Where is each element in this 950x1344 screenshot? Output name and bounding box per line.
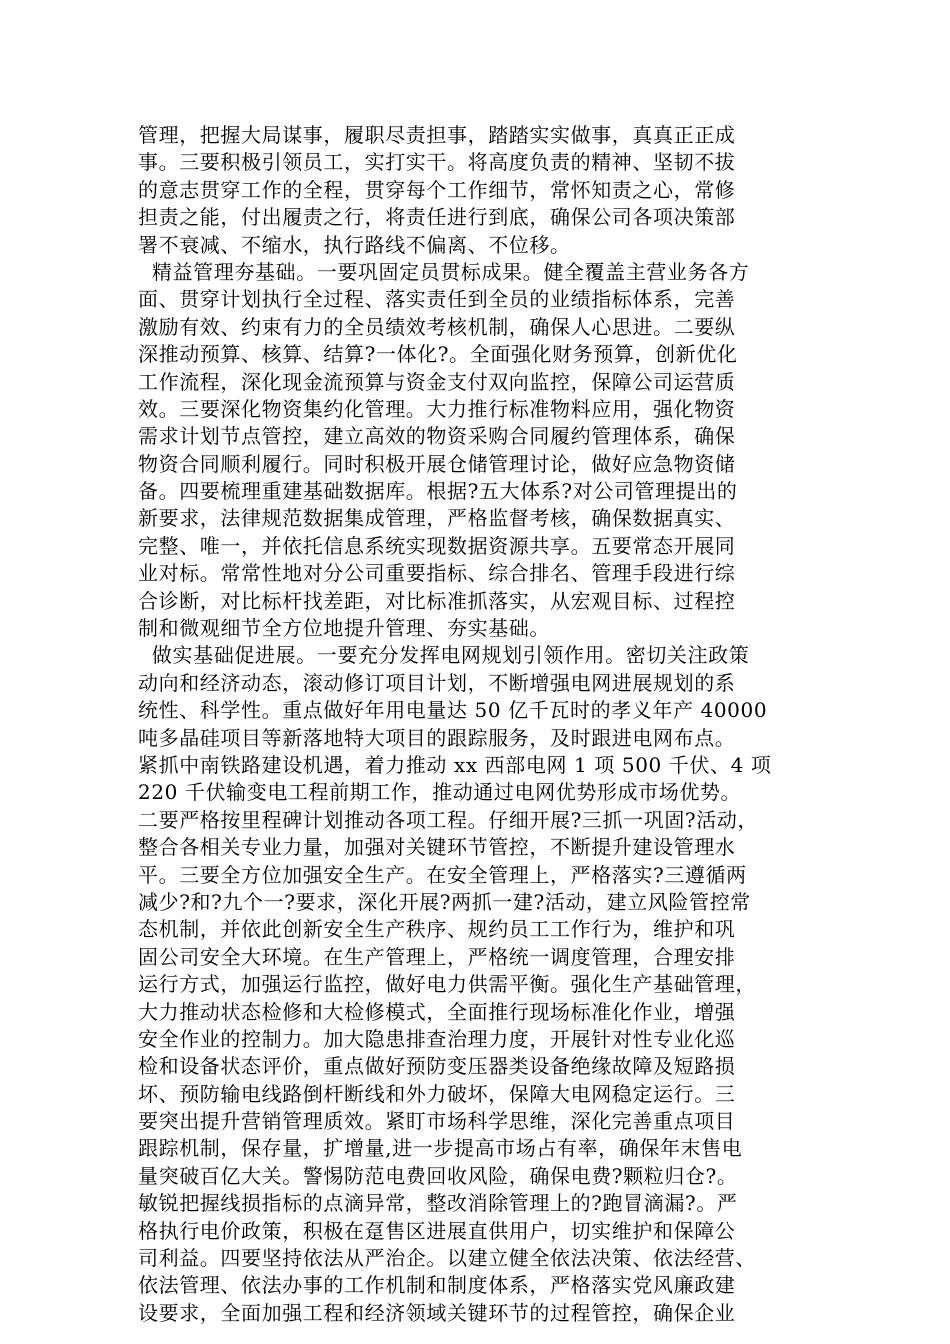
text-line: 效。三要深化物资集约化管理。大力推行标准物料应用，强化物资	[138, 396, 736, 421]
text-line: 深推动预算、核算、结算?一体化?。全面强化财务预算，创新优化	[138, 342, 738, 367]
document-body-text	[138, 122, 838, 1327]
text-line: 备。四要梳理重建基础数据库。根据?五大体系?对公司管理提出的	[138, 479, 738, 504]
text-line: 格执行电价政策，积极在趸售区进展直供用户，切实维护和保障公	[138, 1218, 736, 1243]
text-line: 运行方式，加强运行监控，做好电力供需平衡。强化生产基础管理，	[138, 972, 756, 997]
text-line: 敏锐把握线损指标的点滴异常，整改消除管理上的?跑冒滴漏?。严	[138, 1191, 738, 1216]
text-line: 物资合同顺利履行。同时积极开展仓储管理讨论，做好应急物资储	[138, 451, 736, 476]
text-line: 坏、预防输电线路倒杆断线和外力破坏，保障大电网稳定运行。三	[138, 1081, 736, 1106]
text-line: 业对标。常常性地对分公司重要指标、综合排名、管理手段进行综	[138, 561, 736, 586]
text-line: 检和设备状态评价，重点做好预防变压器类设备绝缘故障及短路损	[138, 1054, 736, 1079]
text-line: 管理，把握大局谋事，履职尽责担事，踏踏实实做事，真真正正成	[138, 123, 736, 147]
text-line: 设要求，全面加强工程和经济领域关键环节的过程管控，确保企业	[138, 1300, 736, 1325]
text-line: 大力推动状态检修和大检修模式，全面推行现场标准化作业，增强	[138, 999, 736, 1024]
text-line: 吨多晶硅项目等新落地特大项目的跟踪服务，及时跟进电网布点。	[138, 725, 736, 750]
text-line: 激励有效、约束有力的全员绩效考核机制，确保人心思进。二要纵	[138, 314, 736, 339]
text-line: 完整、唯一，并依托信息系统实现数据资源共享。五要常态开展同	[138, 533, 736, 558]
text-line: 需求计划节点管控，建立高效的物资采购合同履约管理体系，确保	[138, 424, 736, 449]
text-line: 的意志贯穿工作的全程，贯穿每个工作细节，常怀知责之心，常修	[138, 177, 736, 202]
text-line: 态机制，并依此创新安全生产秩序、规约员工工作行为，维护和巩	[138, 917, 736, 942]
text-line: 要突出提升营销管理质效。紧盯市场科学思维，深化完善重点项目	[138, 1109, 736, 1134]
text-line: 减少?和?九个一?要求，深化开展?两抓一建?活动，建立风险管控常	[138, 889, 751, 914]
text-line: 事。三要积极引领员工，实打实干。将高度负责的精神、坚韧不拔	[138, 150, 736, 175]
text-line: 固公司安全大环境。在生产管理上，严格统一调度管理，合理安排	[138, 944, 736, 969]
text-line: 紧抓中南铁路建设机遇，着力推动 xx 西部电网 1 项 500 千伏、4 项	[138, 752, 772, 777]
text-line: 署不衰减、不缩水，执行路线不偏离、不位移。	[138, 232, 571, 257]
text-line: 平。三要全方位加强安全生产。在安全管理上，严格落实?三遵循两	[138, 862, 747, 887]
text-line: 跟踪机制，保存量，扩增量,进一步提高市场占有率，确保年末售电	[138, 1136, 743, 1161]
text-line: 二要严格按里程碑计划推动各项工程。仔细开展?三抓一巩固?活动，	[138, 807, 759, 832]
paragraph-start-line: 做实基础促进展。一要充分发挥电网规划引领作用。密切关注政策	[138, 643, 750, 668]
text-line: 新要求，法律规范数据集成管理，严格监督考核，确保数据真实、	[138, 506, 736, 531]
paragraph-start-line: 精益管理夯基础。一要巩固定员贯标成果。健全覆盖主营业务各方	[138, 259, 750, 284]
text-line: 220 千伏输变电工程前期工作，推动通过电网优势形成市场优势。	[138, 780, 742, 805]
text-line: 合诊断，对比标杆找差距，对比标准抓落实，从宏观目标、过程控	[138, 588, 736, 613]
text-line: 动向和经济动态，滚动修订项目计划，不断增强电网进展规划的系	[138, 670, 736, 695]
text-line: 制和微观细节全方位地提升管理、夯实基础。	[138, 616, 550, 641]
text-line: 工作流程，深化现金流预算与资金支付双向监控，保障公司运营质	[138, 369, 736, 394]
text-line: 整合各相关专业力量，加强对关键环节管控，不断提升建设管理水	[138, 835, 736, 860]
text-line: 量突破百亿大关。警惕防范电费回收风险，确保电费?颗粒归仓?。	[138, 1163, 738, 1188]
text-line: 依法管理、依法办事的工作机制和制度体系，严格落实党风廉政建	[138, 1273, 736, 1298]
text-line: 担责之能，付出履责之行，将责任进行到底，确保公司各项决策部	[138, 205, 736, 230]
text-line: 统性、科学性。重点做好年用电量达 50 亿千瓦时的孝义年产 40000	[138, 698, 768, 723]
text-line: 面、贯穿计划执行全过程、落实责任到全员的业绩指标体系，完善	[138, 287, 736, 312]
text-line: 安全作业的控制力。加大隐患排查治理力度，开展针对性专业化巡	[138, 1026, 736, 1051]
text-line: 司利益。四要坚持依法从严治企。以建立健全依法决策、依法经营、	[138, 1246, 756, 1271]
